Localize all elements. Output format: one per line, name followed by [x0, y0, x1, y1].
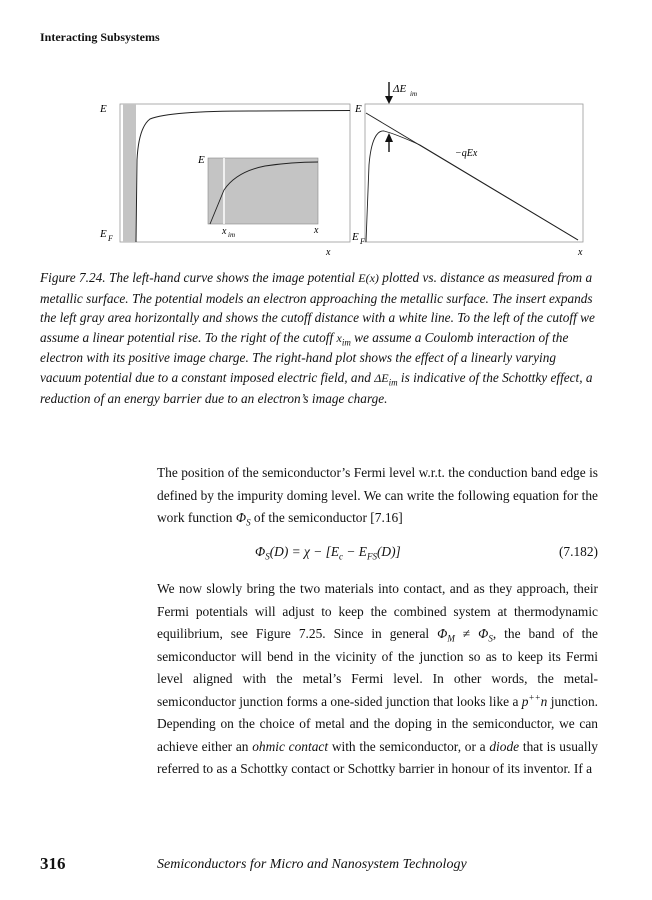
right-plot-frame: [365, 104, 583, 242]
left-y-label-bottom: E: [100, 228, 107, 240]
right-plot: [351, 82, 583, 258]
right-y-label-bottom-sub: F: [360, 237, 365, 246]
left-plot: [99, 103, 350, 258]
running-header: Interacting Subsystems: [40, 30, 160, 44]
caption-math-xim: $x_{im}$: [336, 330, 351, 348]
left-y-label-bottom-sub: F: [108, 234, 113, 243]
diode-term: diode: [489, 738, 520, 754]
delta-arrow-up-head: [385, 133, 393, 142]
left-gray-area: [123, 104, 136, 242]
inset-cutoff-label: x: [222, 226, 227, 237]
right-y-label-bottom: E: [352, 231, 359, 243]
delta-label: ΔE: [393, 83, 407, 95]
phi-s: $\Phi_S$: [235, 510, 251, 528]
book-title: Semiconductors for Micro and Nanosystem Technology: [157, 857, 467, 872]
right-x-label: x: [578, 247, 583, 258]
figure-caption: [40, 268, 600, 408]
caption-text-3: we assume a Coulomb interaction of the electron with its positive image charge. The right-hand plot shows the effect of a linearly varying vacuum potential due to a constant imposed electric field, and: [40, 329, 569, 385]
caption-lead: Figure 7.24.: [40, 270, 106, 285]
caption-text-4: is indicative of the Schottky effect, a reduction of an energy barrier due to an electron’s image charge.: [40, 369, 593, 406]
caption-text-1: The left-hand curve shows the image potential: [108, 270, 355, 285]
caption-math-ex: E(x): [358, 271, 379, 285]
phi-s-2: $\Phi_S$: [478, 626, 493, 644]
paragraph-2: We now slowly bring the two materials into contact, and as they approach, their Fermi potentials will adjust to keep the combined system at thermodynamic equilibrium, see Figure 7.25. Since in general $\Phi_M \ne \Phi_S$, the band of the semiconductor will bend in the vicinity of the junction so as to keep its Fermi level aligned with the metal’s Fermi level. In other words, the metal-semiconductor junction forms a one-sided junction that looks like a p++n junction. Depending on the choice of metal and the doping in the semiconductor, we can achieve either an ohmic contact with the semiconductor, or a diode that is usually referred to as a Schottky contact or Schottky barrier in honour of its inventor. If a: [157, 581, 598, 776]
inset-cutoff-sub: im: [228, 231, 235, 239]
equation-expression: $\Phi_S(D) = \chi - [E_c - E_{FS}(D)]$: [255, 544, 401, 562]
field-label: −qEx: [455, 148, 478, 159]
inset-x-label: x: [314, 225, 319, 236]
p-plus-plus: p++n: [521, 692, 548, 709]
left-y-label-top: E: [100, 103, 107, 115]
right-y-label-top: E: [355, 103, 362, 115]
caption-math-deltaeim: $\Delta E_{im}$: [374, 370, 398, 388]
inset-y-label: E: [198, 154, 205, 166]
caption-text-2: plotted vs. distance as measured from a metallic surface. The potential models an electron approaching the metallic surface. The insert expands the left gray area horizontally and shows the cutoff distance with a white line. To the left of the cutoff we assume a linear potential rise. To the right of the cutoff: [40, 270, 595, 345]
delta-label-sub: im: [410, 90, 417, 98]
ohmic-contact-term: ohmic contact: [252, 738, 329, 754]
page-number: 316: [40, 854, 66, 873]
delta-arrow-down-head: [385, 96, 393, 104]
paragraph-1: The position of the semiconductor’s Fermi level w.r.t. the conduction band edge is defined by the impurity doming level. We can write the following equation for the work function $\Phi_S$ of the semiconductor [7.16]: [157, 465, 598, 528]
left-x-label: x: [326, 247, 331, 258]
phi-m: $\Phi_M$: [437, 626, 455, 644]
figure-7-24: [0, 0, 652, 265]
equation-number: (7.182): [558, 544, 598, 559]
